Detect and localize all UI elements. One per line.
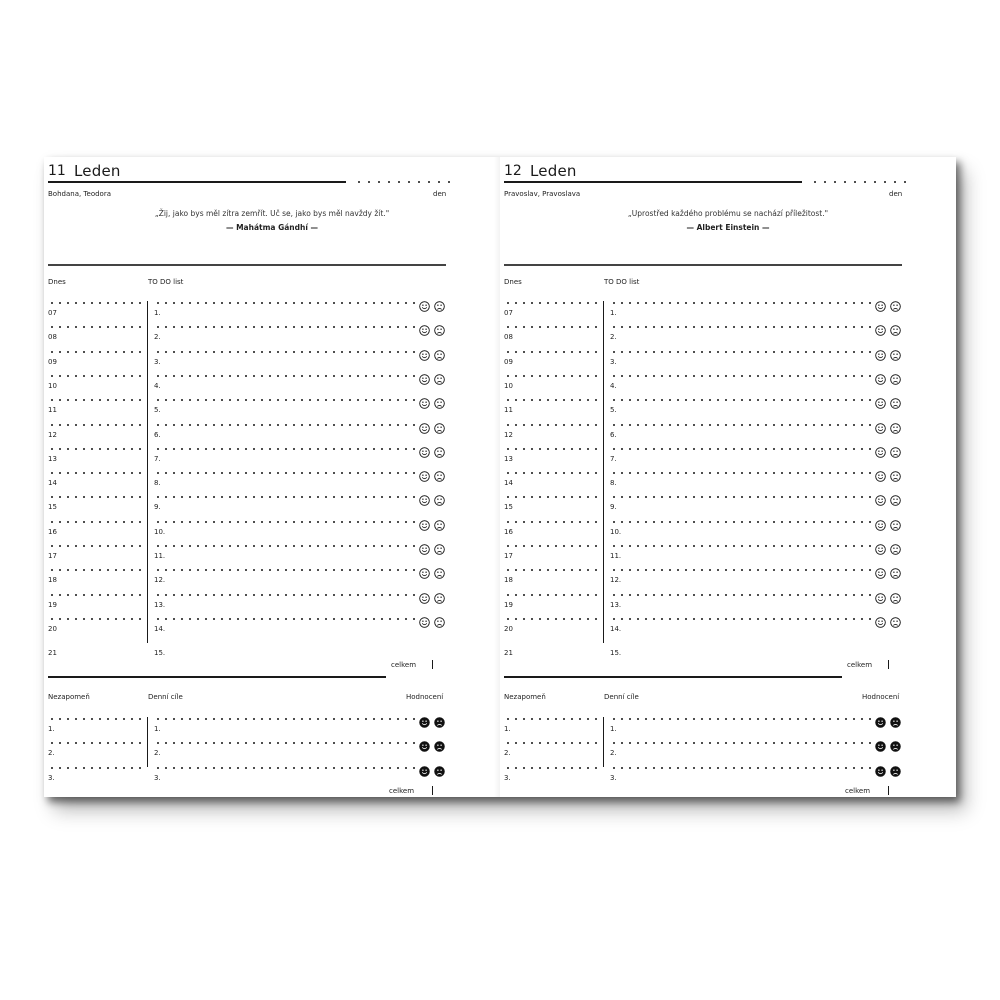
frowny-filled-icon[interactable] [434,737,445,748]
smiley-outline-icon[interactable] [419,394,430,405]
smiley-outline-icon[interactable] [875,419,886,430]
frowny-outline-icon[interactable] [434,467,445,478]
denni-cile-label: Denní cíle [148,693,183,701]
schedule-line[interactable] [504,496,598,498]
name-day: Bohdana, Teodora [48,190,111,198]
smiley-outline-icon[interactable] [419,564,430,575]
todo-line[interactable] [610,448,874,450]
todo-item-number: 14. [154,624,166,633]
den-label: den [889,190,903,198]
todo-line[interactable] [610,521,874,523]
hour-label: 12 [48,430,57,439]
header-dotted-rule [354,181,450,183]
nezapomen-item-number: 3. [48,773,55,782]
celkem-label: celkem [847,661,873,669]
smiley-outline-icon[interactable] [419,467,430,478]
hour-label: 20 [504,624,513,633]
todo-line[interactable] [610,569,874,571]
nezapomen-line[interactable] [504,742,598,744]
hour-label: 15 [48,503,57,512]
smiley-outline-icon[interactable] [875,394,886,405]
smiley-outline-icon[interactable] [875,613,886,624]
todo-line[interactable] [154,472,418,474]
todo-item-number: 8. [610,479,617,488]
todo-line[interactable] [154,618,418,620]
smiley-outline-icon[interactable] [875,491,886,502]
bottom-section-rule [48,676,386,678]
frowny-outline-icon[interactable] [434,370,445,381]
hour-label: 10 [504,381,513,390]
schedule-line[interactable] [504,326,598,328]
schedule-divider [603,301,604,643]
todo-item-number: 1. [610,309,617,317]
frowny-outline-icon[interactable] [434,613,445,624]
frowny-outline-icon[interactable] [890,491,901,502]
frowny-outline-icon[interactable] [434,394,445,405]
hour-label: 14 [504,479,513,488]
header-rule [504,181,802,183]
goal-item-number: 3. [610,773,617,782]
todo-item-number: 7. [610,454,617,463]
todo-line[interactable] [154,545,418,547]
celkem-label-bottom: celkem [845,787,871,795]
nezapomen-item-number: 1. [48,725,55,733]
frowny-outline-icon[interactable] [890,516,901,527]
quote-divider [504,264,902,266]
hour-label: 09 [48,357,57,366]
smiley-filled-icon[interactable] [875,762,886,773]
goal-line[interactable] [154,742,418,744]
nezapomen-line[interactable] [504,767,598,769]
frowny-outline-icon[interactable] [434,443,445,454]
frowny-outline-icon[interactable] [890,564,901,575]
schedule-line[interactable] [48,399,142,401]
schedule-line[interactable] [504,302,598,304]
todo-item-number: 13. [154,600,166,609]
frowny-filled-icon[interactable] [890,737,901,748]
nezapomen-label: Nezapomeň [48,693,90,701]
daily-quote: „Žij, jako bys měl zítra zemřít. Uč se, jako bys měl navždy žít." [154,209,390,218]
todo-item-number: 1. [154,309,161,317]
todo-item-number: 2. [610,333,617,342]
day-number: 12 [504,163,522,179]
frowny-outline-icon[interactable] [890,321,901,332]
frowny-filled-icon[interactable] [434,762,445,773]
schedule-line[interactable] [504,399,598,401]
goal-line[interactable] [154,718,418,720]
todo-line[interactable] [610,302,874,304]
planner-page-left [44,157,500,797]
frowny-outline-icon[interactable] [434,589,445,600]
todo-line[interactable] [154,399,418,401]
todo-item-number: 4. [154,381,161,390]
smiley-outline-icon[interactable] [875,321,886,332]
planner-spread [44,157,956,797]
schedule-line[interactable] [504,521,598,523]
bottom-section-rule [504,676,842,678]
todo-item-number: 13. [610,600,622,609]
hour-label: 20 [48,624,57,633]
todo-item-number: 6. [154,430,161,439]
smiley-outline-icon[interactable] [419,589,430,600]
schedule-line[interactable] [504,594,598,596]
hour-label: 08 [504,333,513,342]
frowny-filled-icon[interactable] [890,713,901,724]
schedule-line[interactable] [504,351,598,353]
frowny-outline-icon[interactable] [434,321,445,332]
todo-item-number: 14. [610,624,622,633]
todo-label: TO DO list [604,278,640,286]
frowny-outline-icon[interactable] [890,419,901,430]
frowny-outline-icon[interactable] [434,297,445,308]
todo-line[interactable] [610,594,874,596]
celkem-bottom-tick [888,786,889,795]
nezapomen-line[interactable] [48,767,142,769]
goal-line[interactable] [610,718,874,720]
dnes-label: Dnes [48,278,66,286]
goal-line[interactable] [610,767,874,769]
goal-line[interactable] [154,767,418,769]
schedule-line[interactable] [48,545,142,547]
hour-label: 21 [504,649,513,658]
todo-item-number: 5. [610,406,617,415]
smiley-outline-icon[interactable] [875,370,886,381]
hour-label: 18 [48,576,57,585]
schedule-line[interactable] [504,569,598,571]
schedule-line[interactable] [48,351,142,353]
hour-label: 07 [48,309,57,317]
schedule-line[interactable] [48,594,142,596]
todo-line[interactable] [154,424,418,426]
daily-quote: „Uprostřed každého problému se nachází příležitost." [627,209,829,218]
frowny-filled-icon[interactable] [434,713,445,724]
frowny-outline-icon[interactable] [890,370,901,381]
hodnoceni-label: Hodnocení [862,693,900,701]
todo-item-number: 2. [154,333,161,342]
hour-label: 17 [48,552,57,560]
smiley-filled-icon[interactable] [419,762,430,773]
todo-line[interactable] [610,496,874,498]
nezapomen-item-number: 2. [504,749,511,758]
todo-item-number: 8. [154,479,161,488]
frowny-outline-icon[interactable] [890,443,901,454]
todo-item-number: 3. [154,357,161,366]
todo-item-number: 12. [610,576,622,585]
smiley-outline-icon[interactable] [419,540,430,551]
frowny-outline-icon[interactable] [434,346,445,357]
frowny-outline-icon[interactable] [434,419,445,430]
todo-line[interactable] [610,375,874,377]
nezapomen-line[interactable] [48,718,142,720]
hodnoceni-label: Hodnocení [406,693,444,701]
frowny-outline-icon[interactable] [890,297,901,308]
todo-line[interactable] [610,618,874,620]
todo-line[interactable] [154,302,418,304]
todo-line[interactable] [610,399,874,401]
smiley-filled-icon[interactable] [875,713,886,724]
den-label: den [433,190,447,198]
todo-line[interactable] [610,326,874,328]
celkem-bottom-tick [432,786,433,795]
smiley-outline-icon[interactable] [419,613,430,624]
hour-label: 07 [504,309,513,317]
frowny-outline-icon[interactable] [890,613,901,624]
celkem-label: celkem [391,661,417,669]
schedule-line[interactable] [504,545,598,547]
month-name: Leden [530,162,577,180]
frowny-outline-icon[interactable] [890,540,901,551]
hour-label: 17 [504,552,513,560]
frowny-outline-icon[interactable] [890,467,901,478]
smiley-outline-icon[interactable] [419,346,430,357]
schedule-line[interactable] [48,472,142,474]
smiley-outline-icon[interactable] [419,491,430,502]
goal-item-number: 1. [154,725,161,733]
hour-label: 16 [504,527,513,536]
celkem-label-bottom: celkem [389,787,415,795]
goals-divider [147,717,148,767]
schedule-line[interactable] [48,569,142,571]
smiley-outline-icon[interactable] [419,419,430,430]
todo-line[interactable] [154,496,418,498]
schedule-line[interactable] [48,618,142,620]
smiley-filled-icon[interactable] [875,737,886,748]
hour-label: 11 [48,406,57,415]
nezapomen-label: Nezapomeň [504,693,546,701]
todo-line[interactable] [610,545,874,547]
denni-cile-label: Denní cíle [604,693,639,701]
hour-label: 09 [504,357,513,366]
smiley-filled-icon[interactable] [419,737,430,748]
todo-line[interactable] [154,326,418,328]
todo-item-number: 12. [154,576,166,585]
quote-author: — Mahátma Gándhí — [225,223,319,232]
smiley-outline-icon[interactable] [419,443,430,454]
hour-label: 08 [48,333,57,342]
smiley-outline-icon[interactable] [875,346,886,357]
todo-item-number: 3. [610,357,617,366]
smiley-outline-icon[interactable] [419,297,430,308]
smiley-outline-icon[interactable] [875,443,886,454]
hour-label: 19 [504,600,513,609]
hour-label: 16 [48,527,57,536]
smiley-outline-icon[interactable] [875,516,886,527]
todo-item-number: 9. [154,503,161,512]
todo-line[interactable] [154,521,418,523]
smiley-outline-icon[interactable] [875,540,886,551]
quote-author: — Albert Einstein — [686,223,770,232]
schedule-line[interactable] [504,375,598,377]
todo-item-number: 11. [610,552,622,560]
todo-item-number: 7. [154,454,161,463]
frowny-filled-icon[interactable] [890,762,901,773]
todo-item-number: 15. [154,649,166,658]
goal-item-number: 3. [154,773,161,782]
smiley-outline-icon[interactable] [419,516,430,527]
hour-label: 15 [504,503,513,512]
schedule-divider [147,301,148,643]
schedule-line[interactable] [504,472,598,474]
todo-line[interactable] [610,351,874,353]
frowny-outline-icon[interactable] [434,540,445,551]
planner-page-right [500,157,956,797]
day-number: 11 [48,163,66,179]
todo-item-number: 10. [610,527,622,536]
nezapomen-item-number: 1. [504,725,511,733]
todo-line[interactable] [154,569,418,571]
month-name: Leden [74,162,121,180]
todo-item-number: 5. [154,406,161,415]
schedule-line[interactable] [504,424,598,426]
hour-label: 21 [48,649,57,658]
todo-item-number: 4. [610,381,617,390]
header-rule [48,181,346,183]
hour-label: 11 [504,406,513,415]
todo-line[interactable] [610,424,874,426]
smiley-outline-icon[interactable] [875,297,886,308]
schedule-line[interactable] [504,448,598,450]
schedule-line[interactable] [48,496,142,498]
name-day: Pravoslav, Pravoslava [504,190,581,198]
hour-label: 13 [504,454,513,463]
nezapomen-item-number: 2. [48,749,55,758]
goal-line[interactable] [610,742,874,744]
frowny-outline-icon[interactable] [890,346,901,357]
smiley-outline-icon[interactable] [419,321,430,332]
todo-item-number: 9. [610,503,617,512]
todo-line[interactable] [154,351,418,353]
frowny-outline-icon[interactable] [434,516,445,527]
smiley-outline-icon[interactable] [419,370,430,381]
dnes-label: Dnes [504,278,522,286]
frowny-outline-icon[interactable] [890,394,901,405]
goal-item-number: 1. [610,725,617,733]
todo-item-number: 11. [154,552,166,560]
schedule-line[interactable] [48,375,142,377]
schedule-line[interactable] [48,302,142,304]
frowny-outline-icon[interactable] [434,491,445,502]
schedule-line[interactable] [48,448,142,450]
schedule-line[interactable] [48,424,142,426]
todo-line[interactable] [154,448,418,450]
todo-line[interactable] [154,375,418,377]
goals-divider [603,717,604,767]
smiley-filled-icon[interactable] [419,713,430,724]
todo-item-number: 6. [610,430,617,439]
goal-item-number: 2. [610,749,617,758]
todo-item-number: 10. [154,527,166,536]
smiley-outline-icon[interactable] [875,564,886,575]
todo-item-number: 15. [610,649,622,658]
frowny-outline-icon[interactable] [890,589,901,600]
todo-label: TO DO list [148,278,184,286]
celkem-tick [888,660,889,669]
quote-divider [48,264,446,266]
hour-label: 13 [48,454,57,463]
todo-line[interactable] [610,472,874,474]
hour-label: 14 [48,479,57,488]
smiley-outline-icon[interactable] [875,589,886,600]
frowny-outline-icon[interactable] [434,564,445,575]
nezapomen-line[interactable] [504,718,598,720]
smiley-outline-icon[interactable] [875,467,886,478]
goal-item-number: 2. [154,749,161,758]
hour-label: 12 [504,430,513,439]
header-dotted-rule [810,181,906,183]
nezapomen-item-number: 3. [504,773,511,782]
nezapomen-line[interactable] [48,742,142,744]
schedule-line[interactable] [48,326,142,328]
schedule-line[interactable] [504,618,598,620]
schedule-line[interactable] [48,521,142,523]
todo-line[interactable] [154,594,418,596]
hour-label: 19 [48,600,57,609]
celkem-tick [432,660,433,669]
hour-label: 18 [504,576,513,585]
hour-label: 10 [48,381,57,390]
